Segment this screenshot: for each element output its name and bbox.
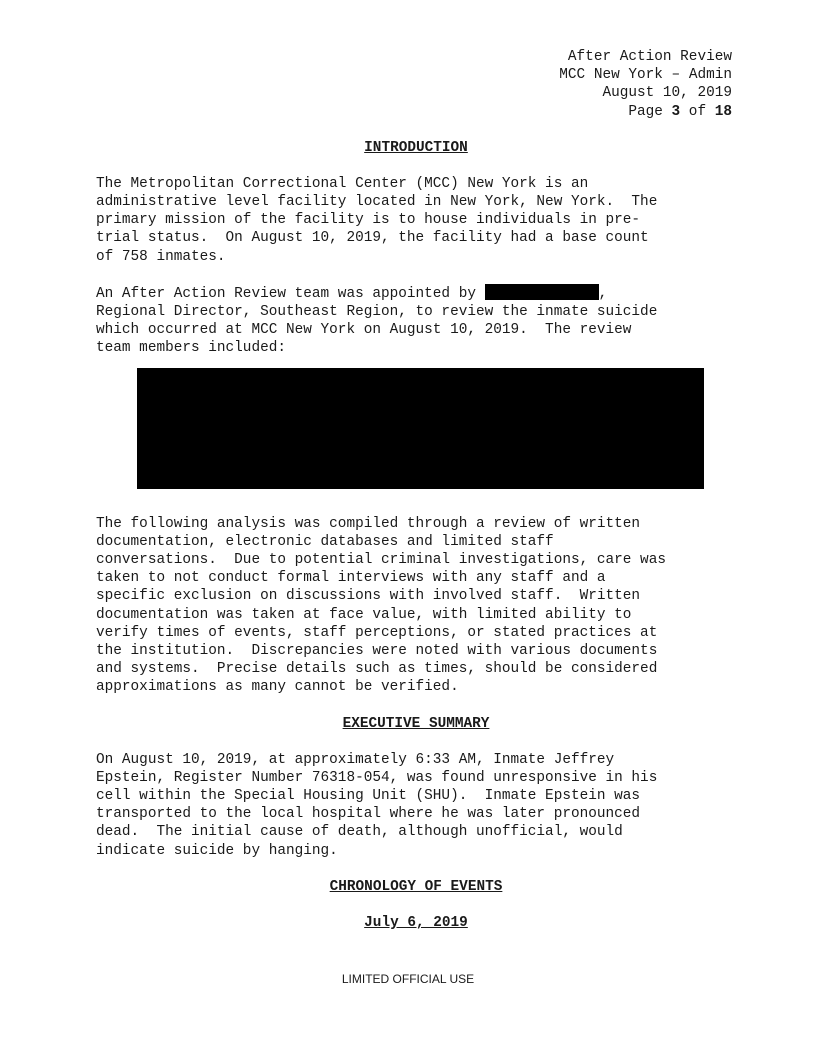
- chronology-heading: CHRONOLOGY OF EVENTS: [329, 878, 503, 895]
- page-prefix: Page: [628, 103, 672, 120]
- header-page-number: [96, 103, 732, 121]
- header-title: After Action Review: [567, 49, 732, 65]
- page-current: 3: [671, 103, 681, 120]
- header-facility: MCC New York – Admin: [559, 67, 732, 84]
- page-of: of: [680, 103, 715, 120]
- footer-classification: LIMITED OFFICIAL USE: [341, 972, 475, 986]
- paragraph-2-end: , Regional Director, Southeast Region, to review the inmate suicide which occurred at MCC New York on August 10, 2019. The review team members included:: [96, 285, 658, 357]
- executive-summary-paragraph: On August 10, 2019, at approximately 6:33 AM, Inmate Jeffrey Epstein, Register Number 76318-054, was found unresponsive in his cell within the Special Housing Unit (SHU). Inmate Epstein was transported to the local hospital where he was later pronounced dead. The initial cause of death, although unofficial, would indicate suicide by hanging.: [96, 751, 658, 859]
- page-header: [96, 48, 736, 121]
- redacted-name: [485, 284, 599, 300]
- introduction-paragraph-3: The following analysis was compiled through a review of written documentation, electronic databases and limited staff conversations. Due to potential criminal investigations, care was taken to not conduct formal interviews with any staff and a specific exclusion on discussions with involved staff. Written documentation was taken at face value, with limited ability to verify times of events, staff perceptions, or stated practices at the institution. Discrepancies were noted with various documents and systems. Precise details such as times, should be considered approximations as many cannot be verified.: [96, 515, 666, 696]
- introduction-heading: INTRODUCTION: [364, 139, 468, 156]
- redacted-team-members: [137, 368, 704, 489]
- page-total: 18: [714, 103, 732, 120]
- header-date: August 10, 2019: [602, 85, 732, 102]
- paragraph-2-start: An After Action Review team was appointed by: [96, 285, 485, 302]
- document-page: [96, 48, 736, 932]
- introduction-paragraph-2: [96, 284, 736, 358]
- chronology-date-heading: July 6, 2019: [364, 914, 468, 931]
- introduction-paragraph-1: The Metropolitan Correctional Center (MCC) New York is an administrative level facility located in New York, New York. The primary mission of the facility is to house individuals in pre- trial status. On August 10, 2019, the facility had a base count of 758 inmates.: [96, 175, 658, 265]
- executive-summary-heading: EXECUTIVE SUMMARY: [342, 715, 490, 732]
